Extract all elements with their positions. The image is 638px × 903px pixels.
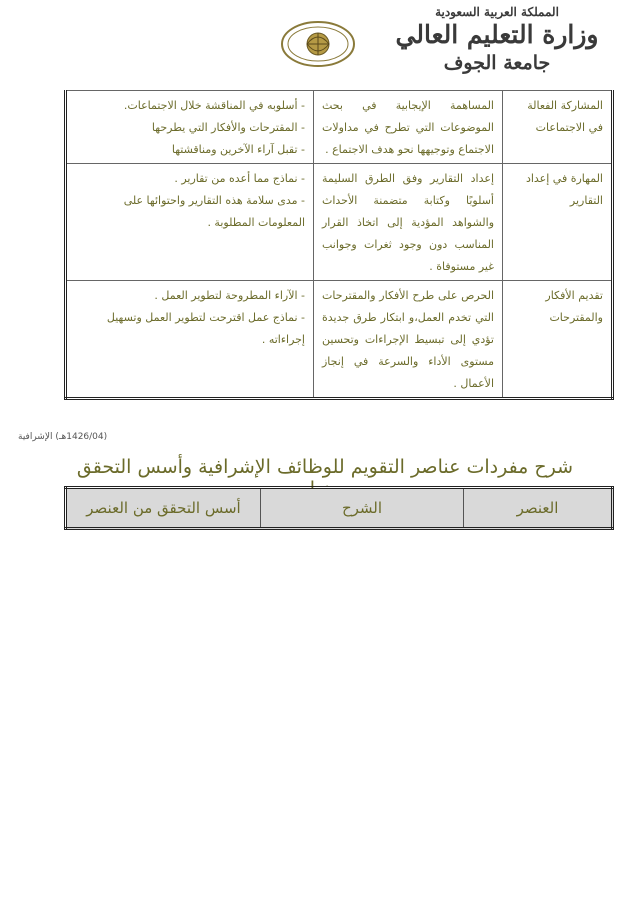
basis-cell	[66, 91, 314, 164]
basis-line: - الآراء المطروحة لتطوير العمل .	[154, 289, 305, 302]
kingdom-name: المملكة العربية السعودية	[435, 5, 559, 19]
basis-line: - تقبل آراء الآخرين ومناقشتها	[171, 143, 305, 156]
ministry-name: وزارة التعليم العالي	[395, 20, 599, 49]
basis-line: - نماذج عمل اقترحت لتطوير العمل وتسهيل إجراءاته .	[106, 311, 305, 346]
element-cell: المهارة في إعداد التقارير	[503, 164, 613, 281]
section-title: شرح مفردات عناصر التقويم للوظائف الإشرافية وأسس التحقق	[76, 456, 574, 478]
explanation-cell: الحرص على طرح الأفكار والمقترحات التي تخدم العمل،و ابتكار طرق جديدة تؤدي إلى تبسيط الإجراءات وتحسين مستوى الأداء والسرعة في إنجاز الأعمال .	[314, 281, 503, 399]
explanation-cell: المساهمة الإيجابية في بحث الموضوعات التي تطرح في مداولات الاجتماع وتوجيهها نحو هدف الاجتماع .	[314, 91, 503, 164]
basis-line: - مدى سلامة هذه التقارير واحتوائها على المعلومات المطلوبة .	[123, 194, 305, 229]
ministry-letterhead	[392, 4, 602, 76]
header-element: العنصر	[464, 488, 613, 529]
table-row	[66, 164, 613, 281]
basis-cell	[66, 164, 314, 281]
basis-line: - نماذج مما أعده من تقارير .	[174, 172, 305, 185]
footnote-reference: (1426/04هـ) الإشرافية	[18, 432, 108, 442]
university-name: جامعة الجوف	[443, 52, 551, 74]
explanation-cell: إعداد التقارير وفق الطرق السليمة أسلوبًا وكتابة متضمنة الأحداث والشواهد المؤدية إلى اتخاذ القرار المناسب دون وجود ثغرات وجوانب غير مستوفاة .	[314, 164, 503, 281]
evaluation-elements-table	[64, 90, 614, 400]
university-logo-icon	[280, 20, 356, 68]
table-row	[66, 91, 613, 164]
element-cell: المشاركة الفعالة في الاجتماعات	[503, 91, 613, 164]
page-header	[0, 0, 638, 92]
header-basis: أسس التحقق من العنصر	[66, 488, 261, 529]
basis-cell	[66, 281, 314, 399]
basis-line: - المقترحات والأفكار التي يطرحها	[151, 121, 305, 134]
header-explanation: الشرح	[261, 488, 464, 529]
table-row	[66, 281, 613, 399]
element-cell: تقديم الأفكار والمقترحات	[503, 281, 613, 399]
basis-line: - أسلوبه في المناقشة خلال الاجتماعات.	[123, 99, 305, 112]
table-header-row	[66, 488, 613, 529]
explanation-header-table	[64, 486, 614, 530]
